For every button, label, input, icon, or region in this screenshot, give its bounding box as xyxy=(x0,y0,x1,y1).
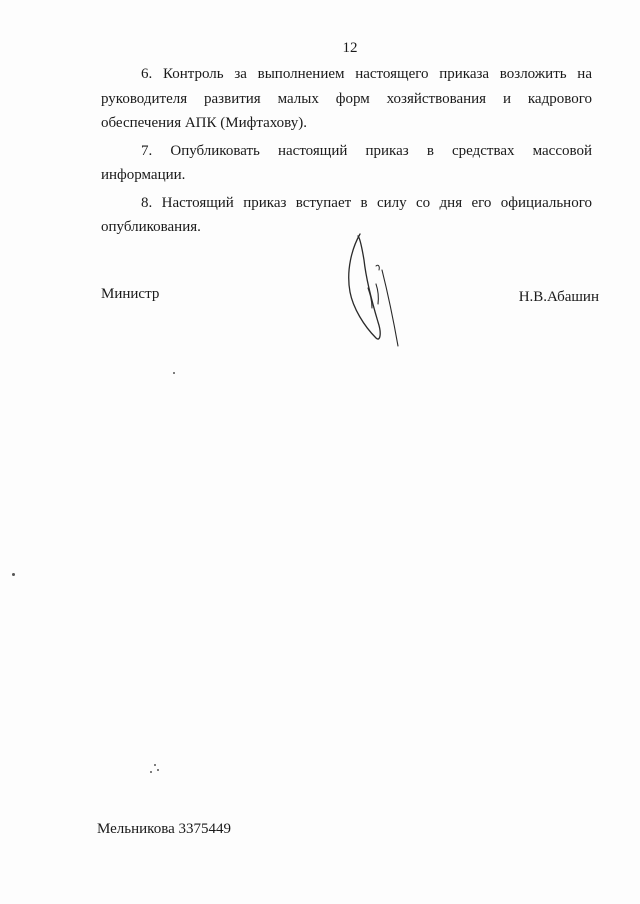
document-body xyxy=(101,62,592,240)
handwritten-signature xyxy=(338,230,408,350)
page-number: 12 xyxy=(342,40,358,56)
signatory-title: Министр xyxy=(101,286,160,302)
scan-speck xyxy=(12,573,15,576)
scan-speck xyxy=(173,372,175,374)
scan-speck xyxy=(157,769,159,771)
paragraph-6: 6. Контроль за выполнением настоящего приказа возложить на руководителя развития малых форм хозяйствования и кадрового обеспечения АПК (Мифтахову). xyxy=(101,66,592,131)
paragraph-7: 7. Опубликовать настоящий приказ в средствах массовой информации. xyxy=(101,142,592,183)
signatory-name: Н.В.Абашин xyxy=(518,289,599,305)
scan-speck xyxy=(154,764,156,766)
scan-speck xyxy=(150,771,152,773)
paragraph-8: 8. Настоящий приказ вступает в силу со дня его официального опубликования. xyxy=(101,194,592,235)
executor-contact: Мельникова 3375449 xyxy=(97,821,231,837)
